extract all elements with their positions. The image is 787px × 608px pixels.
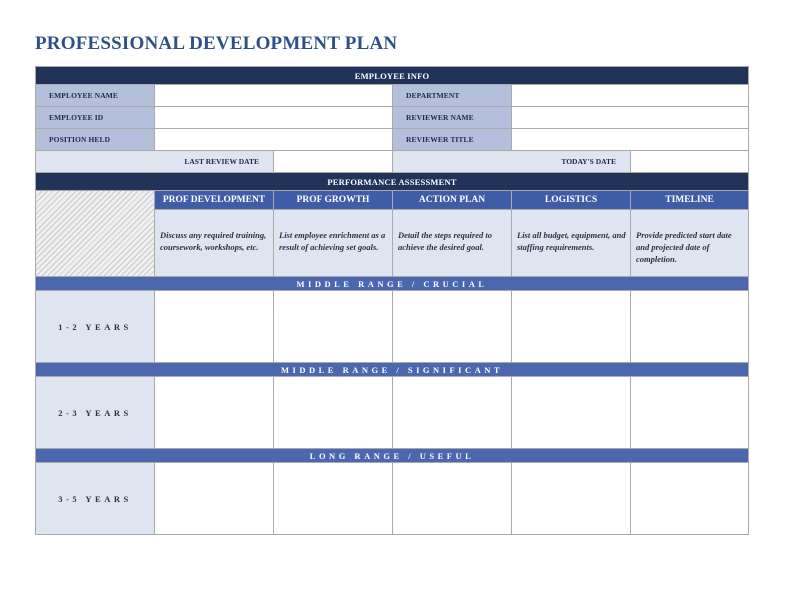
employee-name-field[interactable] (155, 85, 393, 107)
development-plan-table (35, 66, 749, 535)
reviewer-name-label: REVIEWER NAME (393, 107, 512, 129)
column-description (155, 210, 274, 277)
plan-cell[interactable] (393, 291, 512, 363)
plan-cell[interactable] (631, 291, 749, 363)
column-header-prof-development: PROF DEVELOPMENT (155, 191, 274, 210)
plan-cell[interactable] (155, 463, 274, 535)
plan-cell[interactable] (631, 463, 749, 535)
todays-date-field[interactable] (631, 151, 749, 173)
column-header-prof-growth: PROF GROWTH (274, 191, 393, 210)
column-description-text: Detail the steps required to achieve the desired goal. (398, 230, 492, 252)
column-header-timeline: TIMELINE (631, 191, 749, 210)
reviewer-title-field[interactable] (512, 129, 749, 151)
column-header-action-plan: ACTION PLAN (393, 191, 512, 210)
years-label: 3-5 YEARS (36, 463, 155, 535)
plan-cell[interactable] (274, 291, 393, 363)
department-label: DEPARTMENT (393, 85, 512, 107)
hatched-corner-cell (36, 191, 155, 277)
performance-assessment-header: PERFORMANCE ASSESSMENT (36, 173, 749, 191)
reviewer-name-field[interactable] (512, 107, 749, 129)
years-label: 2-3 YEARS (36, 377, 155, 449)
position-held-field[interactable] (155, 129, 393, 151)
employee-id-label: EMPLOYEE ID (36, 107, 155, 129)
employee-name-label: EMPLOYEE NAME (36, 85, 155, 107)
plan-cell[interactable] (631, 377, 749, 449)
plan-cell[interactable] (393, 377, 512, 449)
plan-cell[interactable] (155, 291, 274, 363)
plan-cell[interactable] (155, 377, 274, 449)
column-description-text: Provide predicted start date and projected date of completion. (636, 230, 732, 264)
todays-date-label: TODAY'S DATE (393, 151, 631, 173)
column-description (393, 210, 512, 277)
years-label: 1-2 YEARS (36, 291, 155, 363)
plan-cell[interactable] (512, 377, 631, 449)
reviewer-title-label: REVIEWER TITLE (393, 129, 512, 151)
page-title: PROFESSIONAL DEVELOPMENT PLAN (35, 33, 398, 54)
plan-cell[interactable] (274, 463, 393, 535)
plan-cell[interactable] (393, 463, 512, 535)
employee-id-field[interactable] (155, 107, 393, 129)
range-header: MIDDLE RANGE / CRUCIAL (36, 277, 749, 291)
column-description-text: Discuss any required training, coursework, workshops, etc. (160, 230, 267, 252)
plan-cell[interactable] (512, 291, 631, 363)
column-description (631, 210, 749, 277)
column-description (512, 210, 631, 277)
range-header: LONG RANGE / USEFUL (36, 449, 749, 463)
column-description (274, 210, 393, 277)
range-header: MIDDLE RANGE / SIGNIFICANT (36, 363, 749, 377)
position-held-label: POSITION HELD (36, 129, 155, 151)
department-field[interactable] (512, 85, 749, 107)
plan-cell[interactable] (512, 463, 631, 535)
plan-cell[interactable] (274, 377, 393, 449)
last-review-date-field[interactable] (274, 151, 393, 173)
column-header-logistics: LOGISTICS (512, 191, 631, 210)
last-review-date-label: LAST REVIEW DATE (36, 151, 274, 173)
column-description-text: List employee enrichment as a result of achieving set goals. (279, 230, 386, 252)
employee-info-header: EMPLOYEE INFO (36, 67, 749, 85)
column-description-text: List all budget, equipment, and staffing requirements. (517, 230, 626, 252)
